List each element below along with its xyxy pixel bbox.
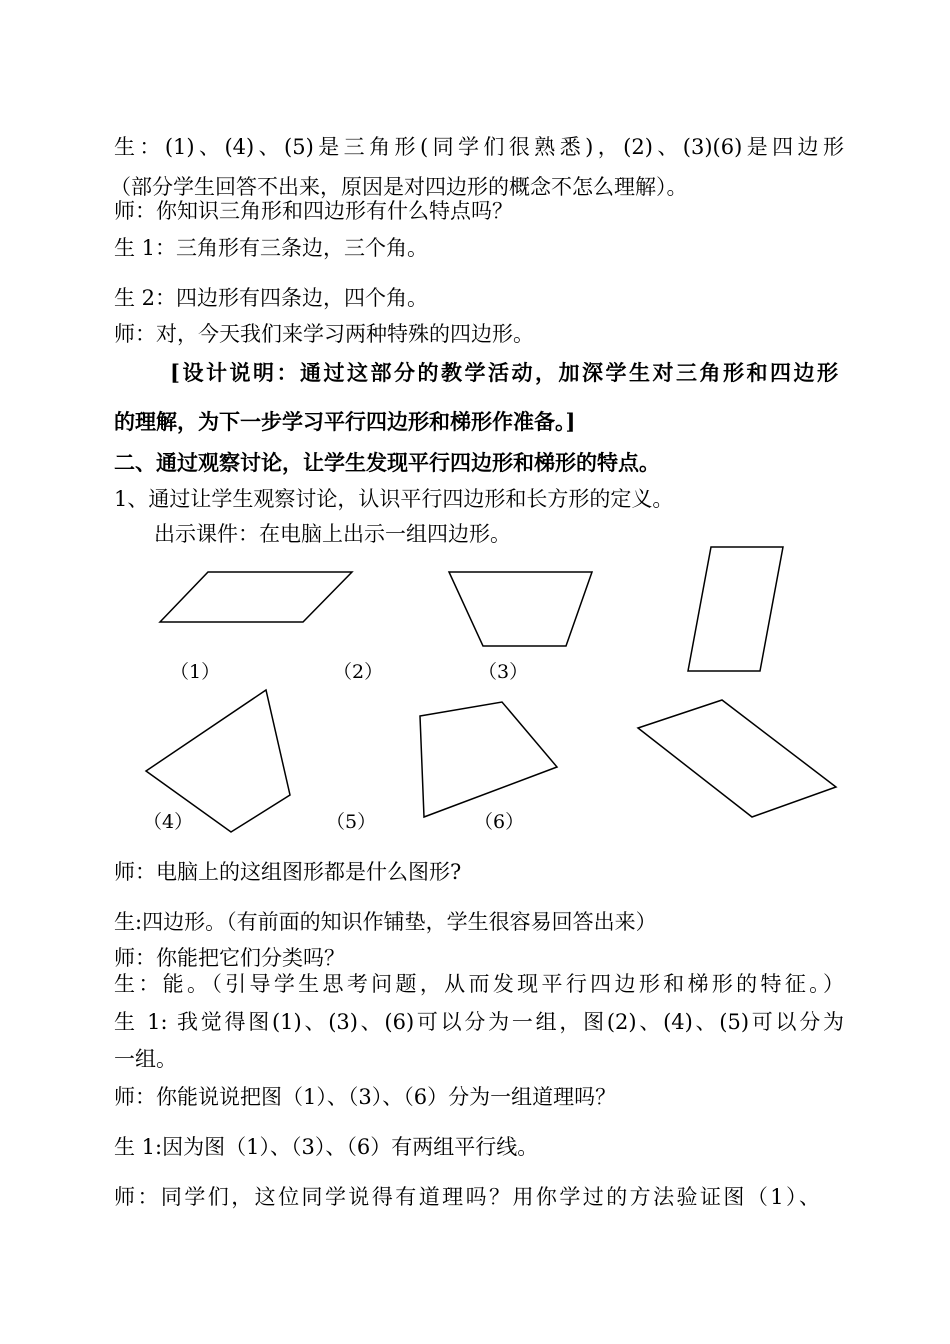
figure-label-3: （3） <box>478 661 529 683</box>
shape-3-parallelogram <box>688 547 783 671</box>
design-note: [设计说明：通过这部分的教学活动，加深学生对三角形和四边形 <box>170 360 838 385</box>
text-line: 师：对，今天我们来学习两种特殊的四边形。 <box>114 322 534 346</box>
subsection-heading: 1、通过让学生观察讨论，认识平行四边形和长方形的定义。 <box>114 487 674 511</box>
text-line: 师：你能把它们分类吗？ <box>114 946 345 970</box>
section-heading: 二、通过观察讨论，让学生发现平行四边形和梯形的特点。 <box>114 450 660 475</box>
text-line: 师：你知识三角形和四边形有什么特点吗？ <box>114 199 513 223</box>
text-line: （部分学生回答不出来，原因是对四边形的概念不怎么理解）。 <box>110 175 688 199</box>
figure-label-4: （4） <box>143 811 194 833</box>
text-line: 师：你能说说把图（1）、（3）、（6）分为一组道理吗？ <box>114 1085 617 1109</box>
text-line: 师：电脑上的这组图形都是什么图形? <box>114 860 462 884</box>
text-line: 出示课件：在电脑上出示一组四边形。 <box>154 522 511 546</box>
figure-label-6: （6） <box>474 811 525 833</box>
shape-5-quadrilateral <box>420 702 557 817</box>
text-line: 生 2：四边形有四条边，四个角。 <box>114 286 429 310</box>
shape-1-parallelogram <box>160 572 352 622</box>
text-line: 生：能。（引导学生思考问题，从而发现平行四边形和梯形的特征。） <box>114 972 844 996</box>
text-line: 生 1: 我觉得图(1)、(3)、(6)可以分为一组，图(2)、(4)、(5)可以分为 <box>114 1010 844 1034</box>
text-line: 生 1：三角形有三条边，三个角。 <box>114 236 429 260</box>
shape-6-parallelogram <box>638 700 836 817</box>
text-line: 生：(1)、(4)、(5)是三角形(同学们很熟悉)，(2)、(3)(6)是四边形 <box>114 135 844 159</box>
figure-label-2: （2） <box>333 661 384 683</box>
figure-label-5: （5） <box>326 811 377 833</box>
text-line: 师：同学们，这位同学说得有道理吗？用你学过的方法验证图（1）、 <box>114 1185 820 1209</box>
design-note-continued: 的理解，为下一步学习平行四边形和梯形作准备。] <box>114 409 576 434</box>
text-line: 一组。 <box>114 1047 177 1071</box>
text-line: 生 1:因为图（1）、（3）、（6）有两组平行线。 <box>114 1135 539 1159</box>
shape-2-trapezoid <box>449 572 592 646</box>
text-line: 生:四边形。（有前面的知识作铺垫，学生很容易回答出来） <box>114 910 657 934</box>
figure-label-1: （1） <box>170 661 221 683</box>
